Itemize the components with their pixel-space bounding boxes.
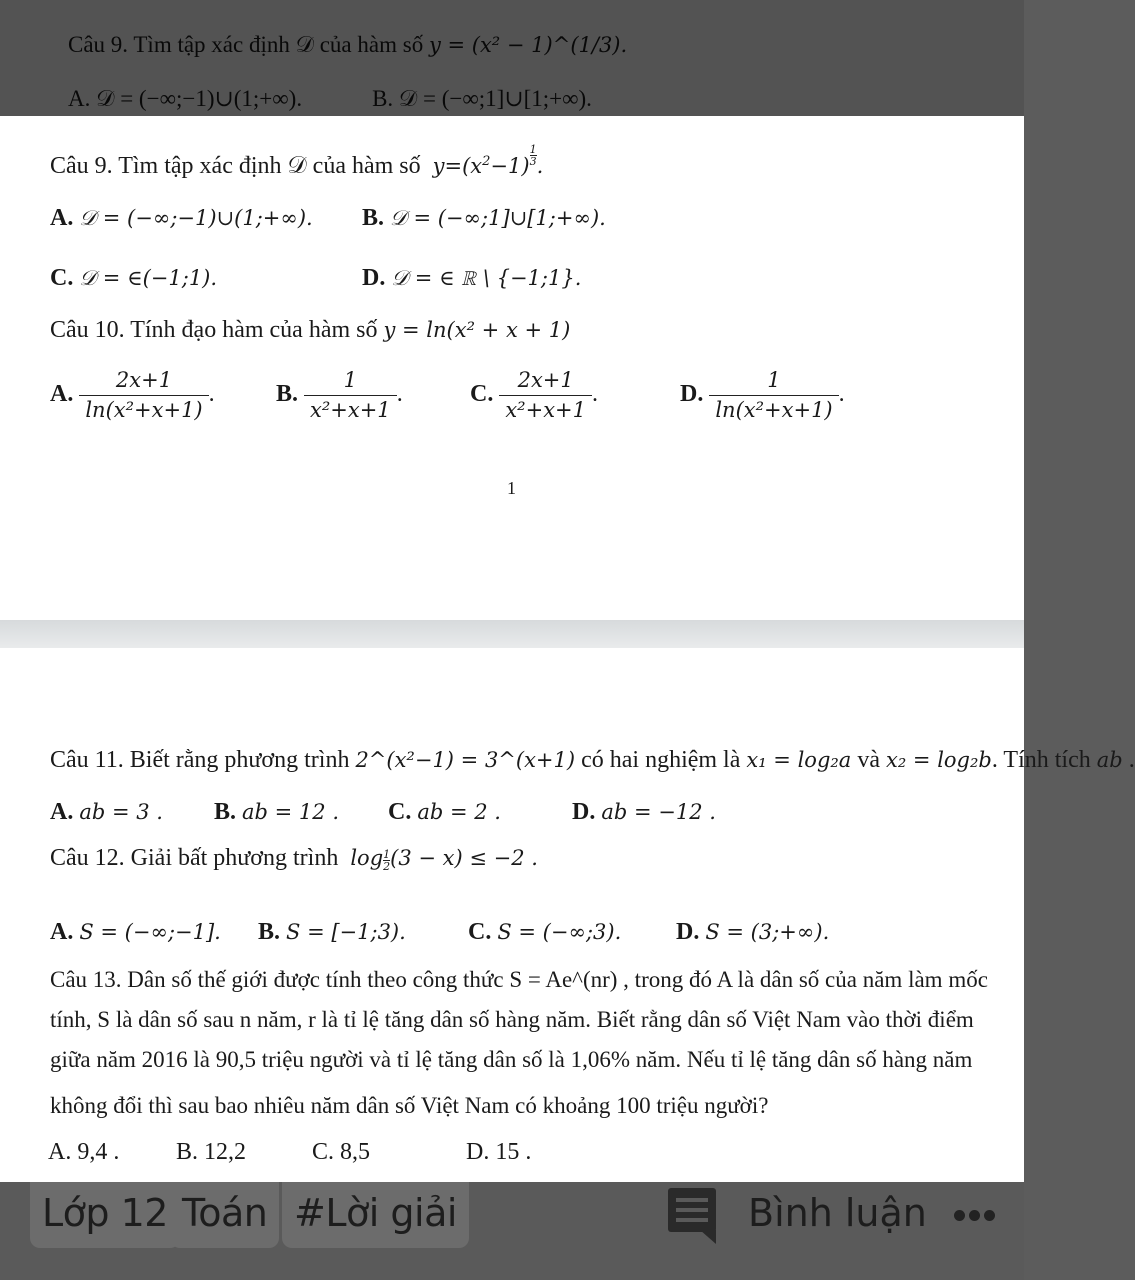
q13-option-d[interactable]: D. 15 .	[466, 1139, 532, 1165]
q12-option-c[interactable]: C. S = (−∞;3).	[468, 919, 622, 945]
comment-button-label[interactable]: Bình luận	[748, 1191, 927, 1235]
q12-option-d[interactable]: D. S = (3;+∞).	[676, 919, 830, 945]
q13-option-b[interactable]: B. 12,2	[176, 1139, 247, 1165]
q13-option-c[interactable]: C. 8,5	[312, 1139, 371, 1165]
question-12: Câu 12. Giải bất phương trình log $\frac{1}{2}$ (3 − x) ≤ −2 .	[50, 845, 538, 874]
tag-solution[interactable]: #Lời giải	[282, 1182, 469, 1248]
question-10: Câu 10. Tính đạo hàm của hàm số y = ln(x² + x + 1)	[50, 317, 571, 343]
q13-option-a[interactable]: A. 9,4 .	[48, 1139, 120, 1165]
question-13-line-3: giữa năm 2016 là 90,5 triệu người và tỉ lệ tăng dân số là 1,06% năm. Nếu tỉ lệ tăng dân số hàng năm	[50, 1047, 973, 1072]
question-13-line-2: tính, S là dân số sau n năm, r là tỉ lệ tăng dân số hàng năm. Biết rằng dân số Việt Nam vào thời điểm	[50, 1007, 974, 1032]
q10-option-b[interactable]: B. $\frac{1}{\text{x²+x+1}}$ .	[276, 368, 403, 423]
question-11: Câu 11. Biết rằng phương trình 2^(x²−1) = 3^(x+1) có hai nghiệm là x₁ = log₂a và x₂ = log₂b. Tính tích ab .	[50, 747, 1135, 773]
q10-option-d[interactable]: D. $\frac{1}{\text{ln(x²+x+1)}}$ .	[680, 368, 845, 423]
q10-option-c[interactable]: C. $\frac{2x+1}{\text{x²+x+1}}$ .	[470, 368, 599, 423]
comment-icon[interactable]	[664, 1186, 720, 1246]
question-13-line-1: Câu 13. Dân số thế giới được tính theo công thức S = Ae^(nr) , trong đó A là dân số của năm làm mốc	[50, 967, 988, 992]
q9-option-b[interactable]: B. 𝒟 = (−∞;1]∪[1;+∞).	[362, 205, 606, 231]
q11-option-c[interactable]: C. ab = 2 .	[388, 799, 501, 825]
q9-option-c[interactable]: C. 𝒟 = ∈(−1;1).	[50, 265, 218, 291]
document-page-2	[0, 648, 1135, 1182]
tag-grade[interactable]: Lớp 12	[30, 1182, 180, 1248]
q10-option-a[interactable]: A. $\frac{2x+1}{\text{ln(x²+x+1)}}$ .	[50, 368, 215, 423]
q9-option-a[interactable]: A. 𝒟 = (−∞;−1)∪(1;+∞).	[50, 205, 313, 231]
q12-option-b[interactable]: B. S = [−1;3).	[258, 919, 406, 945]
dimmed-header-strip	[0, 0, 1024, 116]
q11-option-a[interactable]: A. ab = 3 .	[50, 799, 163, 825]
q11-option-d[interactable]: D. ab = −12 .	[572, 799, 716, 825]
q9-option-d[interactable]: D. 𝒟 = ∈ ℝ \ {−1;1}.	[362, 265, 582, 291]
question-9: Câu 9. Tìm tập xác định 𝒟 của hàm số $y=(x^2-1)$ $\frac{1}{3}$ .	[50, 143, 544, 179]
bottom-tag-bar	[0, 1182, 1024, 1280]
q12-option-a[interactable]: A. S = (−∞;−1].	[50, 919, 221, 945]
page-separator	[0, 620, 1024, 648]
tag-subject[interactable]: Toán	[170, 1182, 279, 1248]
q11-option-b[interactable]: B. ab = 12 .	[214, 799, 339, 825]
dim-overlay	[0, 0, 1024, 116]
question-13-line-4: không đổi thì sau bao nhiêu năm dân số Việt Nam có khoảng 100 triệu người?	[50, 1093, 769, 1118]
more-icon[interactable]	[954, 1206, 999, 1225]
document-page-1	[0, 116, 1024, 620]
page-number: 1	[507, 478, 516, 498]
